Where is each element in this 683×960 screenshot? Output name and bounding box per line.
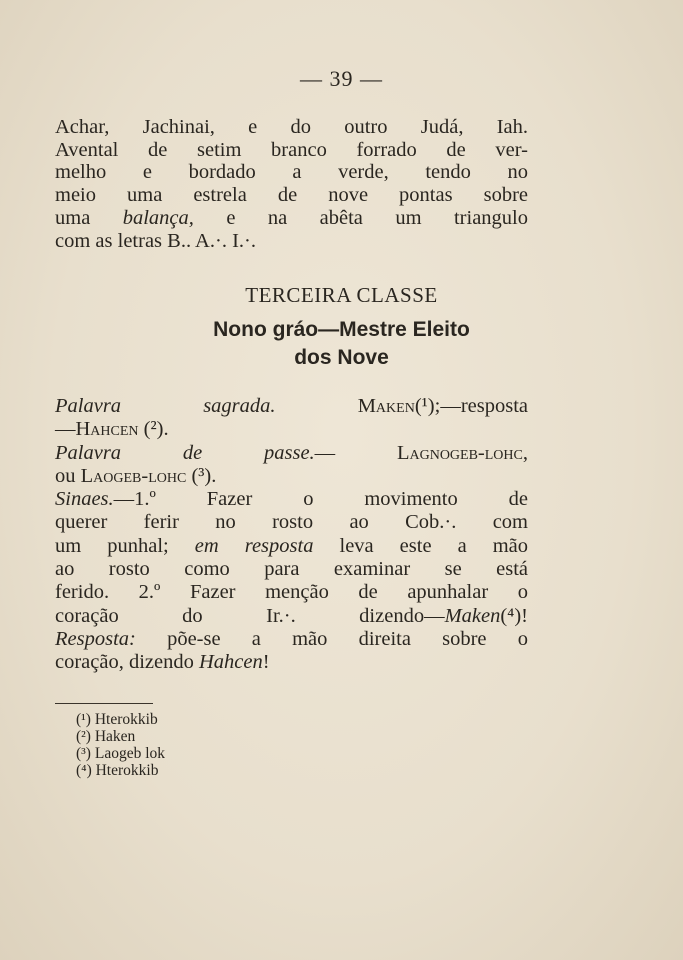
ref-1: (¹) — [414, 395, 435, 417]
body-line — [55, 605, 528, 628]
ref-2: (²). — [143, 418, 169, 441]
body-line — [55, 488, 528, 511]
footnote-text: Hterokkib — [94, 711, 158, 728]
label-palavra-passe: Palavra de passe. — [55, 441, 315, 464]
label-sinaes: Sinaes. — [55, 488, 114, 511]
body-line — [55, 465, 528, 488]
footnotes — [76, 711, 165, 779]
word-laogeb: Laogeb-lohc — [80, 464, 187, 487]
word-hahcen-italic: Hahcen — [199, 651, 263, 674]
page-number: — 39 — — [300, 66, 383, 91]
body-text: põe-se a mão direita sobre o — [167, 627, 528, 650]
footnote — [76, 762, 165, 779]
intro-line: meio uma estrela de nove pontas sobre — [55, 184, 528, 207]
body-text: ! — [521, 604, 528, 627]
body-text: leva este a mão — [339, 534, 529, 557]
em-resposta-italic: em resposta — [194, 534, 314, 557]
intro-line-italic — [55, 207, 528, 230]
intro-line: melho e bordado a verde, tendo no — [55, 161, 528, 184]
intro-line-text: uma balança, e na abêta um triangulo — [55, 206, 528, 229]
body-text: ;—resposta — [434, 395, 528, 417]
ritual-paragraph — [55, 395, 528, 675]
footnote-text: Haken — [94, 728, 136, 745]
body-text: —1.º Fazer o movimento de — [113, 488, 528, 511]
footnote-divider — [55, 703, 153, 704]
footnote-text: Laogeb lok — [94, 745, 166, 762]
intro-line: com as letras B.. A.·. I.·. — [55, 229, 256, 252]
body-text: ou — [55, 464, 76, 487]
section-title: TERCEIRA CLASSE — [245, 283, 438, 307]
word-maken-italic: Maken — [444, 604, 501, 627]
balanca-italic: balança, — [122, 206, 194, 229]
body-line: ao rosto como para examinar se está — [55, 558, 528, 581]
body-line — [55, 395, 528, 418]
degree-subtitle: dos Nove — [294, 346, 389, 369]
body-text: — — [55, 418, 76, 441]
body-line — [55, 535, 528, 558]
body-line: ferido. 2.º Fazer menção de apunhalar o — [55, 581, 528, 604]
intro-paragraph — [55, 116, 528, 252]
body-line — [55, 442, 528, 465]
body-line — [55, 418, 528, 441]
footnote — [76, 745, 165, 762]
intro-line: Achar, Jachinai, e do outro Judá, Iah. — [55, 116, 528, 138]
body-text: coração, dizendo — [55, 651, 194, 674]
footnote-mark: (²) — [76, 728, 91, 745]
body-text: — — [314, 441, 397, 464]
intro-line: Avental de setim branco forrado de ver- — [55, 138, 528, 161]
footnote-mark: (⁴) — [76, 762, 92, 779]
body-line: querer ferir no rosto ao Cob.·. com — [55, 511, 528, 534]
footnote — [76, 728, 165, 745]
word-maken: Maken — [357, 395, 415, 417]
footnote-text: Hterokkib — [95, 762, 159, 779]
body-text: coração do Ir.·. dizendo— — [55, 604, 445, 627]
footnote — [76, 711, 165, 728]
word-lagnogeb: Lagnogeb-lohc, — [396, 441, 528, 464]
body-text: um punhal; — [55, 534, 169, 557]
footnote-mark: (¹) — [76, 711, 91, 728]
ref-4: (⁴) — [500, 604, 522, 627]
label-resposta: Resposta: — [55, 627, 136, 650]
body-text: ! — [262, 651, 270, 674]
ref-3: (³). — [191, 464, 217, 487]
body-line — [55, 628, 528, 651]
word-hahcen: Hahcen — [75, 418, 139, 441]
label-palavra-sagrada: Palavra sagrada. — [55, 395, 276, 417]
body-line — [55, 651, 528, 674]
degree-title: Nono gráo—Mestre Eleito — [213, 318, 470, 341]
footnote-mark: (³) — [76, 745, 91, 762]
